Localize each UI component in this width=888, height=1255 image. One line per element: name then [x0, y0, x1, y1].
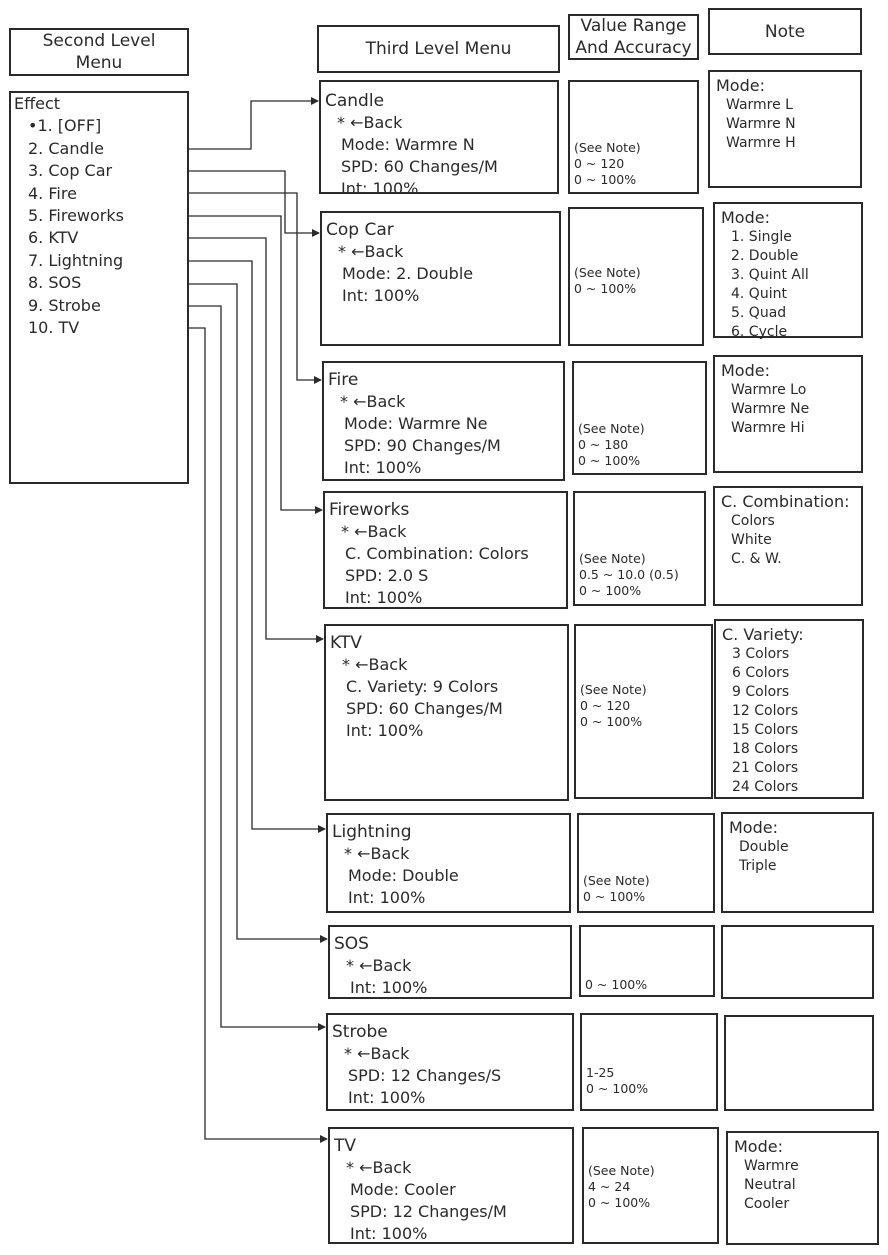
note-option: 18 Colors	[732, 741, 799, 757]
note-option: Warmre Lo	[731, 382, 807, 398]
note-option: Warmre N	[726, 116, 796, 132]
value-range-item: 0 ~ 100%	[580, 714, 643, 729]
menu-setting: C. Variety: 9 Colors	[346, 677, 499, 696]
back-item: * ←Back	[346, 956, 412, 975]
value-range-tv	[582, 1127, 719, 1244]
note-option: Colors	[731, 513, 775, 529]
note-option: 3 Colors	[732, 646, 790, 662]
menu-title: TV	[334, 1136, 357, 1156]
note-option: White	[731, 532, 772, 548]
second-level-item: 7. Lightning	[28, 250, 124, 270]
note-candle	[708, 70, 862, 188]
third-level-menu-cop-car	[320, 211, 561, 346]
value-range-item: 4 ~ 24	[588, 1179, 631, 1194]
menu-setting: SPD: 90 Changes/M	[344, 436, 501, 455]
value-range-item: 0 ~ 100%	[578, 453, 641, 468]
menu-setting: Int: 100%	[341, 179, 419, 198]
value-range-item: (See Note)	[574, 265, 641, 280]
menu-setting: Int: 100%	[350, 978, 428, 997]
third-level-menu-tv	[328, 1127, 574, 1244]
note-option: Warmre L	[726, 97, 793, 113]
note-title: Mode:	[721, 208, 770, 227]
value-range-fire	[572, 361, 707, 475]
note-option: 15 Colors	[732, 722, 799, 738]
note-option: 12 Colors	[732, 703, 799, 719]
third-level-menu-ktv	[324, 624, 569, 801]
connector-arrow-candle	[189, 101, 318, 149]
note-sos	[721, 925, 874, 999]
value-range-item: 0 ~ 100%	[583, 889, 646, 904]
value-range-item: (See Note)	[574, 140, 641, 155]
menu-setting: SPD: 2.0 S	[345, 566, 429, 585]
note-option: Neutral	[744, 1177, 796, 1193]
menu-title: Lightning	[332, 822, 412, 842]
third-level-menu-candle	[319, 80, 559, 198]
note-option: 6. Cycle	[731, 324, 788, 340]
value-range-item: 0 ~ 100%	[588, 1195, 651, 1210]
note-cop-car	[713, 202, 863, 338]
note-option: 5. Quad	[731, 305, 787, 321]
menu-setting: Mode: 2. Double	[342, 264, 474, 283]
header-second-level-line-2: Menu	[75, 53, 123, 73]
menu-setting: SPD: 60 Changes/M	[346, 699, 503, 718]
note-option: Warmre H	[726, 135, 796, 151]
note-title: C. Combination:	[721, 492, 850, 511]
menu-title: KTV	[330, 633, 362, 653]
value-range-item: 0.5 ~ 10.0 (0.5)	[579, 567, 679, 582]
second-level-item: •1. [OFF]	[28, 116, 102, 136]
note-option: Double	[739, 839, 789, 855]
note-option: 1. Single	[731, 229, 792, 245]
header-value-range-line-2: And Accuracy	[575, 38, 692, 58]
second-level-title: Effect	[14, 94, 61, 113]
connector-arrow-fireworks	[189, 216, 322, 510]
menu-setting: SPD: 12 Changes/M	[350, 1202, 507, 1221]
third-level-menu-fire	[322, 361, 565, 481]
menu-title: Candle	[325, 91, 385, 111]
value-range-lightning	[577, 813, 715, 913]
menu-setting: Mode: Warmre N	[341, 135, 475, 154]
value-range-item: 0 ~ 120	[574, 156, 625, 171]
value-range-item: (See Note)	[578, 421, 645, 436]
second-level-item: 8. SOS	[28, 273, 82, 293]
third-level-menu-strobe	[326, 1013, 574, 1111]
menu-setting: Int: 100%	[346, 721, 424, 740]
menu-title: Fire	[328, 370, 359, 390]
menu-setting: SPD: 12 Changes/S	[348, 1066, 502, 1085]
value-range-item: 0 ~ 100%	[586, 1081, 649, 1096]
value-range-item: 1-25	[586, 1065, 615, 1080]
menu-title: SOS	[334, 934, 369, 954]
second-level-item: 6. KTV	[28, 228, 79, 248]
header-third-level-text: Third Level Menu	[365, 39, 512, 59]
menu-title: Cop Car	[326, 220, 394, 240]
second-level-item: 10. TV	[28, 318, 80, 338]
value-range-item: 0 ~ 100%	[579, 583, 642, 598]
menu-setting: Mode: Double	[348, 866, 459, 885]
value-range-ktv	[574, 624, 713, 799]
value-range-strobe	[580, 1013, 718, 1111]
header-note-text: Note	[764, 21, 806, 42]
value-range-item: 0 ~ 180	[578, 437, 629, 452]
second-level-item: 2. Candle	[28, 138, 104, 158]
menu-setting: Int: 100%	[350, 1224, 428, 1243]
menu-title: Strobe	[332, 1022, 388, 1042]
back-item: * ←Back	[342, 655, 408, 674]
note-ktv	[714, 619, 864, 799]
back-item: * ←Back	[338, 242, 404, 261]
note-lightning	[721, 812, 874, 913]
back-item: * ←Back	[340, 392, 406, 411]
note-option: Cooler	[744, 1196, 790, 1212]
note-option: Warmre	[744, 1158, 799, 1174]
note-tv	[726, 1131, 879, 1245]
third-level-menu-sos	[328, 925, 572, 999]
value-range-item: 0 ~ 100%	[585, 977, 648, 992]
third-level-menu-lightning	[326, 813, 571, 913]
back-item: * ←Back	[341, 522, 407, 541]
menu-setting: Int: 100%	[342, 286, 420, 305]
menu-setting: Int: 100%	[348, 1088, 426, 1107]
note-option: Warmre Ne	[731, 401, 810, 417]
note-fireworks	[713, 486, 863, 606]
back-item: * ←Back	[337, 113, 403, 132]
back-item: * ←Back	[344, 1044, 410, 1063]
note-title: Mode:	[716, 76, 765, 95]
note-title: C. Variety:	[722, 625, 804, 644]
second-level-item: 3. Cop Car	[28, 161, 113, 181]
connector-arrow-sos	[189, 284, 327, 939]
value-range-sos	[579, 925, 715, 997]
menu-setting: Int: 100%	[344, 458, 422, 477]
connector-arrow-tv	[189, 328, 327, 1139]
menu-setting: Mode: Warmre Ne	[344, 414, 488, 433]
back-item: * ←Back	[344, 844, 410, 863]
note-option: Warmre Hi	[731, 420, 805, 436]
second-level-item: 4. Fire	[28, 183, 77, 203]
note-option: 24 Colors	[732, 779, 799, 795]
value-range-item: (See Note)	[579, 551, 646, 566]
value-range-item: 0 ~ 120	[580, 698, 631, 713]
menu-setting: SPD: 60 Changes/M	[341, 157, 498, 176]
connector-arrow-cop-car	[189, 171, 319, 233]
menu-setting: Int: 100%	[348, 888, 426, 907]
menu-setting: Mode: Cooler	[350, 1180, 456, 1199]
note-title: Mode:	[721, 361, 770, 380]
value-range-item: 0 ~ 100%	[574, 281, 637, 296]
header-value-range-line-1: Value Range	[580, 16, 687, 36]
connector-arrow-fire	[189, 193, 321, 380]
note-title: Mode:	[734, 1137, 783, 1156]
value-range-item: (See Note)	[588, 1163, 655, 1178]
connector-arrow-ktv	[189, 238, 323, 639]
note-fire	[713, 355, 863, 473]
value-range-item: (See Note)	[580, 682, 647, 697]
note-option: 6 Colors	[732, 665, 790, 681]
second-level-item: 5. Fireworks	[28, 206, 124, 226]
second-level-item: 9. Strobe	[28, 295, 101, 315]
value-range-candle	[568, 80, 699, 194]
note-option: 4. Quint	[731, 286, 787, 302]
menu-setting: Int: 100%	[345, 588, 423, 607]
value-range-item: 0 ~ 100%	[574, 172, 637, 187]
connector-arrow-strobe	[189, 306, 325, 1027]
note-option: C. & W.	[731, 551, 782, 567]
note-option: Triple	[739, 858, 777, 874]
value-range-fireworks	[573, 491, 706, 606]
menu-setting: C. Combination: Colors	[345, 544, 529, 563]
back-item: * ←Back	[346, 1158, 412, 1177]
note-strobe	[724, 1015, 874, 1111]
value-range-item: (See Note)	[583, 873, 650, 888]
note-option: 3. Quint All	[731, 267, 809, 283]
value-range-cop-car	[568, 207, 704, 346]
header-second-level-line-1: Second Level	[42, 31, 156, 51]
note-option: 21 Colors	[732, 760, 799, 776]
note-option: 9 Colors	[732, 684, 790, 700]
menu-title: Fireworks	[329, 500, 410, 520]
third-level-menu-fireworks	[323, 491, 568, 609]
note-title: Mode:	[729, 818, 778, 837]
note-option: 2. Double	[731, 248, 799, 264]
connector-arrow-lightning	[189, 261, 325, 829]
